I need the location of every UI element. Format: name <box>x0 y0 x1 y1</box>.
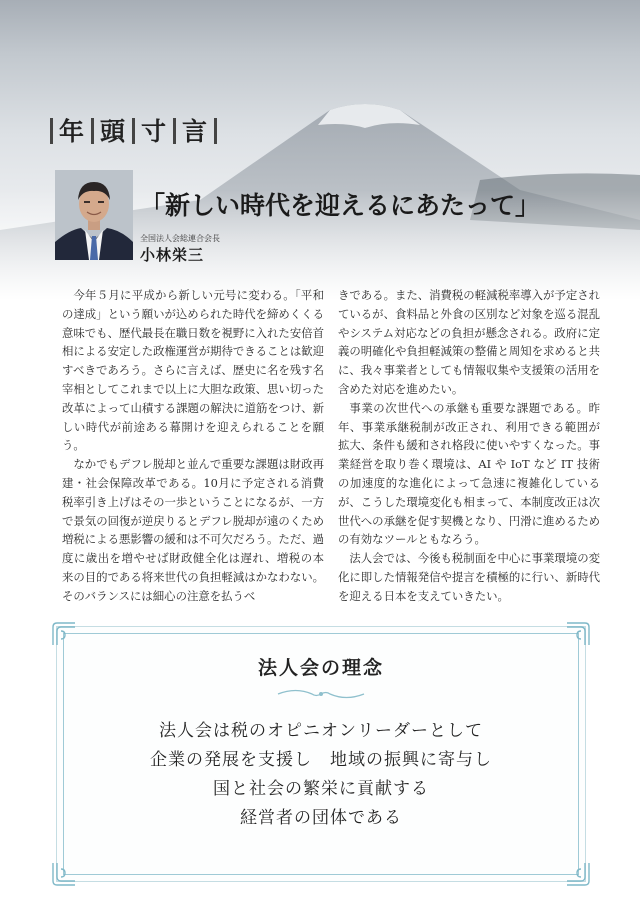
paragraph: 今年５月に平成から新しい元号に変わる。「平和の達成」という願いが込められた時代を締めくくる意味でも、歴代最長在職日数を視野に入れた安倍首相による安定した政権運営が期待できることは歓迎すべきであろう。さらに言えば、歴史に名を残す名宰相としてこれまで以上に大胆な政策、思い切った改革によって山積する課題の解決に道筋をつけ、新しい時代が前途ある幕開けを迎えられることを願う。 <box>62 288 324 453</box>
title-divider <box>214 118 217 144</box>
author-portrait <box>55 170 133 260</box>
philosophy-line: 経営者の団体である <box>240 808 402 828</box>
philosophy-line: 企業の発展を支援し 地域の振興に寄与し <box>150 750 492 770</box>
title-divider <box>50 118 53 144</box>
ornament-corner-icon <box>565 621 591 647</box>
article-headline: 「新しい時代を迎えるにあたって」 <box>140 191 541 220</box>
philosophy-box <box>56 626 586 882</box>
swirl-ornament-icon <box>276 685 366 703</box>
ornament-corner-icon <box>51 621 77 647</box>
title-char: 年 <box>59 117 86 146</box>
title-divider <box>132 118 135 144</box>
column-title <box>44 112 223 148</box>
left-column <box>62 286 324 606</box>
author-position: 全国法人会総連合会長 <box>140 234 220 243</box>
paragraph-continuation: きである。また、消費税の軽減税率導入が予定されているが、食料品と外食の区別など対象を巡る混乱やシステム対応などの負担が懸念される。政府に定義の明確化や負担軽減策の整備と周知を求めると共に、我々事業者としても情報収集や支援策の活用を含めた対応を進めたい。 <box>338 288 600 396</box>
author-name: 小林栄三 <box>140 246 205 264</box>
ornament-corner-icon <box>565 861 591 887</box>
right-column <box>338 286 600 606</box>
title-char: 寸 <box>141 117 168 146</box>
philosophy-statement <box>57 717 585 833</box>
philosophy-line: 法人会は税のオピニオンリーダーとして <box>159 721 483 741</box>
paragraph: なかでもデフレ脱却と並んで重要な課題は財政再建・社会保障改革である。10月に予定される消費税率引き上げはその一歩ということになるが、一方で景気の回復が逆戻りるとデフレ脱却が遠のくため増税による悪影響の緩和は不可欠だろう。ただ、過度に歳出を増やせば財政健全化は遅れ、増税の本来の目的である将来世代の負担軽減はかなわない。そのバランスには細心の注意を払うべ <box>62 457 324 603</box>
title-char: 言 <box>182 117 209 146</box>
title-divider <box>91 118 94 144</box>
paragraph: 法人会では、今後も税制面を中心に事業環境の変化に即した情報発信や提言を積極的に行い、新時代を迎える日本を支えていきたい。 <box>338 551 600 603</box>
title-divider <box>173 118 176 144</box>
ornament-corner-icon <box>51 861 77 887</box>
philosophy-title: 法人会の理念 <box>257 657 384 679</box>
philosophy-line: 国と社会の繁栄に貢献する <box>213 779 429 799</box>
paragraph: 事業の次世代への承継も重要な課題である。昨年、事業承継税制が改正され、利用できる範囲が拡大、条件も緩和され格段に使いやすくなった。事業経営を取り巻く環境は、AI や IoT など IT 技術の加速度的な進化によって急速に複雑化しているが、こうした環境変化も相まって、本制度改正は次世代への承継を促す契機となり、円滑に進めるための有効なツールともなろう。 <box>338 400 600 547</box>
title-char: 頭 <box>100 117 127 146</box>
